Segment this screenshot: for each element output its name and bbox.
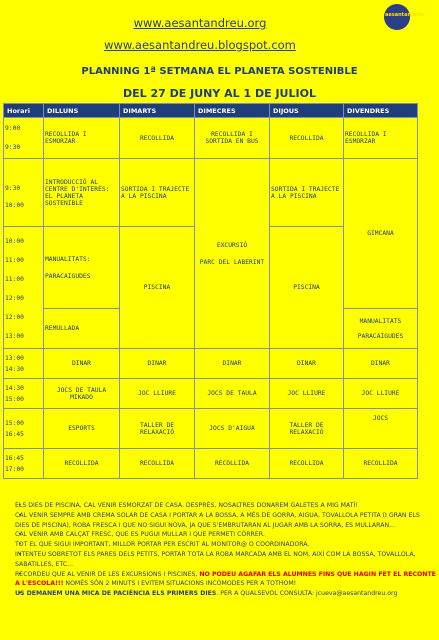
header-cell: Horari bbox=[4, 104, 44, 118]
schedule-cell: JOCS DE TAULA MIKADO bbox=[44, 379, 120, 409]
schedule-cell: SORTIDA I TRAJECTE A LA PISCINA bbox=[270, 159, 344, 227]
table-header-row bbox=[4, 104, 418, 118]
schedule-cell: RECOLLIDA I SORTIDA EN BUS bbox=[195, 118, 270, 159]
schedule-cell: JOCS DE TAULA bbox=[195, 379, 270, 409]
schedule-cell: DINAR bbox=[120, 349, 195, 379]
schedule-cell: ESPORTS bbox=[44, 409, 120, 449]
schedule-cell: JOCS D'AIGUA bbox=[195, 409, 270, 449]
table-row bbox=[4, 118, 418, 159]
table-row bbox=[4, 409, 418, 449]
schedule-cell: RECOLLIDA bbox=[270, 449, 344, 479]
schedule-cell: RECOLLIDA bbox=[344, 449, 418, 479]
note-item: • ELS DIES DE PISCINA, CAL VENIR ESMORZAT DE CASA. DESPRÉS, NOSALTRES DONAREM GALETES A MIG MATÍ! bbox=[15, 501, 436, 511]
note-item: • RECORDEU QUE AL VENIR DE LES EXCURSIONS I PISCINES, NO PODEU AGAFAR ELS ALUMNES FINS QUE HAGIN FET EL RECONTE A L'ESCOLA!!! NOMÉS SÓN 2 MINUTS I EVITEM SITUACIONS INCÒMODES PER A TOTHOM! bbox=[15, 570, 436, 590]
table-row bbox=[4, 349, 418, 379]
pickup-warning: NO PODEU AGAFAR ELS ALUMNES FINS QUE HAGIN FET EL RECONTE A L'ESCOLA!!! bbox=[15, 570, 436, 588]
notes-section bbox=[3, 501, 436, 599]
schedule-cell: DINAR bbox=[195, 349, 270, 379]
date-range-title: DEL 27 DE JUNY AL 1 DE JULIOL bbox=[123, 87, 316, 100]
excursion-destination: PARC DEL LABERINT bbox=[199, 258, 265, 266]
excursion-cell bbox=[195, 159, 270, 349]
schedule-cell: DINAR bbox=[44, 349, 120, 379]
time-cell: 16:45 17:00 bbox=[4, 449, 44, 479]
schedule-cell: RECOLLIDA bbox=[44, 449, 120, 479]
patience-request: US DEMANEM UNA MICA DE PACIÈNCIA ELS PRIMERS DIES bbox=[15, 590, 217, 598]
schedule-cell: DINAR bbox=[344, 349, 418, 379]
time-cell: 9:00 9:30 bbox=[4, 118, 44, 159]
schedule-cell: RECOLLIDA bbox=[120, 118, 195, 159]
time-cell: 14:30 15:00 bbox=[4, 379, 44, 409]
time-cell: 15:00 16:45 bbox=[4, 409, 44, 449]
organization-logo bbox=[384, 4, 424, 30]
website-link[interactable]: www.aesantandreu.org bbox=[133, 16, 267, 30]
schedule-cell: DINAR bbox=[270, 349, 344, 379]
schedule-cell: JOC LLIURE bbox=[344, 379, 418, 409]
schedule-cell: JOC LLIURE bbox=[120, 379, 195, 409]
schedule-cell: PISCINA bbox=[270, 227, 344, 349]
schedule-cell: RECOLLIDA bbox=[270, 118, 344, 159]
table-row bbox=[4, 159, 418, 227]
note-item: • TOT EL QUE SIGUI IMPORTANT, MILLOR PORTAR PER ESCRIT AL MONITOR@ O COORDINADORA. bbox=[15, 540, 436, 550]
header-cell: DIMARTS bbox=[120, 104, 195, 118]
planning-title: PLANNING 1ª SETMANA EL PLANETA SOSTENIBLE bbox=[81, 66, 358, 77]
schedule-cell: JOC LLIURE bbox=[270, 379, 344, 409]
schedule-cell: RECOLLIDA bbox=[195, 449, 270, 479]
schedule-cell: SORTIDA I TRAJECTE A LA PISCINA bbox=[120, 159, 195, 227]
header-cell: DIVENDRES bbox=[344, 104, 418, 118]
schedule-cell: REMULLADA bbox=[44, 309, 120, 349]
time-cell: 9:30 10:00 bbox=[4, 159, 44, 227]
schedule-table bbox=[3, 103, 418, 479]
header-cell: DIJOUS bbox=[270, 104, 344, 118]
schedule-cell: MANUALITATS: PARACAIGUDES bbox=[44, 227, 120, 309]
schedule-cell: TALLER DE RELAXACIÓ bbox=[270, 409, 344, 449]
blog-link[interactable]: www.aesantandreu.blogspot.com bbox=[104, 38, 296, 52]
logo-text: aesantandreu bbox=[385, 12, 424, 18]
note-item: • CAL VENIR AMB CALÇAT FRESC, QUE ES PUGUI MULLAR I QUE PERMETI CÓRRER. bbox=[15, 530, 436, 540]
header-cell: DILLUNS bbox=[44, 104, 120, 118]
table-row bbox=[4, 449, 418, 479]
schedule-cell: MANUALITATS PARACAIGUDES bbox=[344, 309, 418, 349]
time-cell: 13:00 14:30 bbox=[4, 349, 44, 379]
table-row bbox=[4, 379, 418, 409]
schedule-cell: TALLER DE RELAXACIÓ bbox=[120, 409, 195, 449]
header-cell: DIMECRES bbox=[195, 104, 270, 118]
time-cell: 10:00 11:00 11:00 12:00 12:00 13:00 bbox=[4, 227, 44, 349]
schedule-cell: PISCINA bbox=[120, 227, 195, 349]
note-item: • US DEMANEM UNA MICA DE PACIÈNCIA ELS PRIMERS DIES. PER A QUALSEVOL CONSULTA: jcueva@aesantandreu.org bbox=[15, 589, 436, 599]
schedule-cell: RECOLLIDA I ESMORZAR bbox=[344, 118, 418, 159]
schedule-cell: RECOLLIDA bbox=[120, 449, 195, 479]
schedule-cell: RECOLLIDA I ESMORZAR bbox=[44, 118, 120, 159]
schedule-cell: INTRODUCCIÓ AL CENTRE D'INTERÈS: EL PLANETA SOSTENIBLE bbox=[44, 159, 120, 227]
note-item: • INTENTEU SOBRETOT ELS PARES DELS PETITS, PORTAR TOTA LA ROBA MARCADA AMB EL NOM, AIXÍ COM LA BOSSA, TOVALLOLA, SABATILLES, ETC... bbox=[15, 550, 436, 570]
schedule-cell: JOCS bbox=[344, 409, 418, 449]
note-item: • CAL VENIR SEMPRE AMB CREMA SOLAR DE CASA I PORTAR A LA BOSSA, A MÉS DE GORRA, AIGUA, TOVALLOLA PETITA (I GRAN ELS DIES DE PISCINA), ROBA FRESCA I QUE NO SIGUI NOVA, JA QUE S'EMBRUTARAN AL JUGAR AMB LA SORRA, ES MULLARAN... bbox=[15, 511, 436, 531]
excursion-label: EXCURSIÓ bbox=[216, 241, 248, 249]
schedule-cell: GIMCANA bbox=[344, 159, 418, 309]
